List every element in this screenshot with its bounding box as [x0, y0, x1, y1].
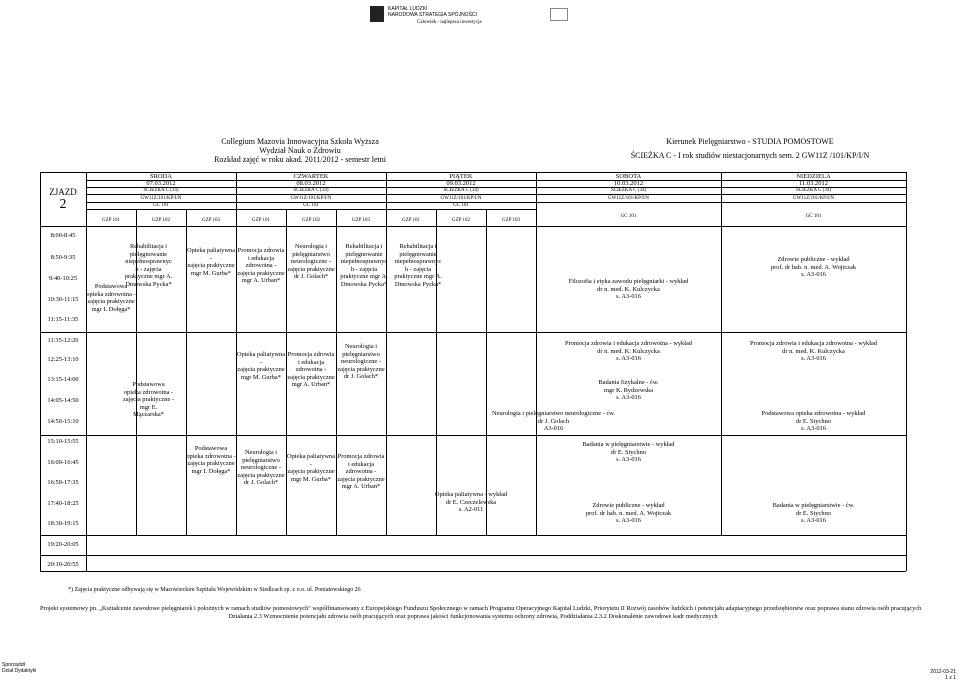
class-cell: Opieka paliatywna - zajęcia praktyczne mgr M. Gurba*	[236, 351, 286, 381]
faculty-name: Wydział Nauk o Zdrowiu	[259, 146, 341, 155]
gzp-label: GZP 102	[451, 218, 470, 223]
day-group: GW11Z/101/KP/I/N	[793, 196, 834, 201]
day-path: ŚCIEŻKA C (34)	[611, 188, 646, 193]
day-date: 07.03.2012	[146, 180, 176, 187]
time-slot: 19:20-20:05	[47, 541, 79, 548]
day-date: 08.03.2012	[296, 180, 326, 187]
plan-title: Rozkład zajęć w roku akad. 2011/2012 - semestr letni	[214, 155, 386, 164]
day-gc: GC 101	[620, 214, 637, 219]
day-group: GW11Z/101/KP/I/N	[140, 196, 182, 201]
day-gc: GC 101	[303, 203, 319, 208]
class-cell: Promocja zdrowia i edukacja zdrowotna - wykład dr n. med. K. Kulczycka s. A3-016	[749, 340, 878, 363]
class-cell: Podstawowa opieka zdrowotna - zajęcia praktyczne - mgr E. Mączarska*	[122, 381, 175, 419]
footer-right: 2012-03-21 1 z 1	[930, 669, 956, 681]
day-date: 10.03.2012	[613, 180, 644, 187]
class-cell: Neurologia i pielęgniarstwo neurologiczne - zajęcia praktyczne dr J. Golach*	[287, 243, 335, 281]
day-path: ŚCIEŻKA C (34)	[143, 188, 179, 193]
time-slot: 11:35-12:20	[47, 337, 79, 344]
project-text: Projekt systemowy pn. „Kształcenie zawodowe pielęgniarek i położnych w ramach studiów pomostowych" współfinansowany z Europejskiego Funduszu Społecznego w ramach Programu Operacyjnego Kapitał Ludzki, Priorytetu II Rozwój zasobów ludzkich i potencjału adaptacyjnego przedsiębiorstw oraz poprawa stanu zdrowia osób pracujących	[40, 605, 922, 612]
day-path: ŚCIEŻKA C (34)	[443, 188, 479, 193]
gzp-label: GZP 102	[301, 218, 320, 223]
class-cell: Rehabilitacja i pielęgnowanie niepełnosprawnyc h - zajęcia praktyczne mgr A. Dmowska Pycka*	[124, 243, 173, 288]
time-slot: 14:05-14:50	[47, 397, 79, 404]
class-cell: Podstawowa opieka zdrowotna - wykład dr E. Stychno s. A3-016	[761, 410, 866, 433]
day-name: PIĄTEK	[449, 173, 473, 180]
time-slot: 14:50-15:10	[47, 418, 79, 425]
day-name: NIEDZIELA	[796, 173, 831, 180]
gzp-label: GZP 103	[201, 218, 220, 223]
direction: Kierunek Pielęgniarstwo - STUDIA POMOSTOWE	[666, 137, 834, 146]
class-cell: Rehabilitacja i pielęgnowanie niepełnosprawnyc h - zajęcia praktyczne mgr A. Dmowska Pycka*	[394, 243, 442, 288]
class-cell: Zdrowie publiczne - wykład prof. dr hab. n. med. A. Wojtczak s. A3-016	[770, 256, 857, 279]
class-cell: Badania fizykalne - ćw. mgr K. Rydzewska s. A3-016	[598, 379, 659, 402]
gzp-label: GZP 103	[351, 218, 370, 223]
gzp-label: GZP 101	[101, 218, 120, 223]
eu-flag-icon	[550, 8, 568, 21]
kapital-ludzki-logo-text: KAPITAŁ LUDZKI NARODOWA STRATEGIA SPÓJNOŚCI	[388, 6, 477, 18]
class-cell: Promocja zdrowia i edukacja zdrowotna - zajęcia praktyczne mgr A. Urban*	[287, 351, 335, 389]
class-cell: Podstawowa opieka zdrowotna - zajęcia praktyczne mgr I. Dołęga*	[186, 445, 236, 475]
day-group: GW11Z/101/KP/I/N	[608, 196, 649, 201]
day-gc: GC 101	[153, 203, 169, 208]
path-info: ŚCIEŻKA C - I rok studiów niestacjonarnych sem. 2 GW11Z /101/KP/I/N	[630, 151, 870, 160]
class-cell: Neurologia i pielęgniarstwo neurologiczne - zajęcia praktyczne dr J. Golach*	[237, 449, 285, 487]
kapital-ludzki-logo-icon	[370, 6, 384, 22]
time-slot: 9:40-10:25	[48, 275, 78, 282]
day-group: GW11Z/101/KP/I/N	[290, 196, 332, 201]
time-slot: 10:30-11:15	[47, 296, 79, 303]
day-date: 09.03.2012	[446, 180, 476, 187]
zjazd-label: ZJAZD	[49, 187, 77, 197]
day-name: ŚRODA	[149, 173, 173, 180]
class-cell: Promocja zdrowia i edukacja zdrowotna - wykład dr n. med. K. Kulczycka s. A3-016	[564, 340, 693, 363]
time-slot: 13:15-14:00	[47, 376, 79, 383]
footer-left: Sporządził Dział Dydaktyki	[2, 662, 37, 674]
eu-tagline: Człowiek - najlepsza inwestycja	[417, 20, 482, 25]
class-cell: Promocja zdrowia i edukacja zdrowotna - zajęcia praktyczne mgr A. Urban*	[237, 247, 285, 285]
zjazd-number: 2	[59, 197, 67, 212]
time-slot: 16:00-16:45	[47, 459, 79, 466]
time-slot: 8:00-8:45	[50, 232, 76, 239]
footnote: *) Zajęcia praktyczne odbywają się w Mazowieckim Szpitalu Wojewódzkim w Siedlcach sp. z o.o. ul. Poniatowskiego 26	[68, 587, 361, 593]
class-cell: Opieka paliatywna - zajęcia praktyczne mgr M. Gurba*	[286, 453, 336, 483]
time-slot: 20:10-20:55	[47, 561, 79, 568]
time-slot: 15:10-15:55	[47, 438, 79, 445]
day-group: GW11Z/101/KP/I/N	[440, 196, 482, 201]
class-cell: Rehabilitacja i pielęgnowanie niepełnosprawnyc h - zajęcia praktyczne mgr A. Dmowska Pycka*	[340, 243, 388, 288]
class-cell: Podstawowa opieka zdrowotna - zajęcia praktyczne mgr I. Dołęga*	[86, 283, 136, 313]
time-slot: 18:30-19:15	[47, 520, 79, 527]
day-gc: GC 101	[453, 203, 469, 208]
day-name: CZWARTEK	[293, 173, 329, 180]
gzp-label: GZP 103	[501, 218, 520, 223]
day-name: SOBOTA	[615, 173, 642, 180]
day-gc: GC 101	[805, 214, 822, 219]
class-cell: Badania w pielęgniarstwie - ćw. dr E. Stychno s. A3-016	[772, 502, 855, 525]
class-cell: Opieka paliatywna - wykład dr E. Czeczelewska s. A2-011	[434, 491, 508, 514]
day-path: ŚCIEŻKA C (34)	[293, 188, 329, 193]
class-cell: Promocja zdrowia i edukacja zdrowotna - zajęcia praktyczne mgr A. Urban*	[337, 453, 385, 491]
time-slot: 8:50-9:35	[50, 254, 76, 261]
gzp-label: GZP 101	[251, 218, 270, 223]
time-slot: 17:40-18:25	[47, 500, 79, 507]
class-cell: Filozofia i etyka zawodu pielęgniarki - wykład dr n. med. K. Kulczycka s. A3-016	[568, 278, 689, 301]
class-cell: Badania w pielęgniarstwie - wykład dr E. Stychno s. A3-016	[582, 441, 675, 464]
class-cell: Neurologia i pielęgniarstwo neurologiczne - ćw. dr J. Golach A3-016	[491, 410, 616, 433]
day-path: ŚCIEŻKA C (34)	[796, 188, 831, 193]
time-slot: 16:50-17:35	[47, 479, 79, 486]
class-cell: Zdrowie publiczne - wykład prof. dr hab. n. med. A. Wojtczak s. A3-016	[585, 502, 672, 525]
project-text-2: Działania 2.3 Wzmocnienie potencjału zdrowia osób pracujących oraz poprawa jakości funkcjonowania systemu ochrony zdrowia, Poddziałania 2.3.2 Doskonalenie zawodowe kadr medycznych	[228, 613, 718, 620]
gzp-label: GZP 101	[401, 218, 420, 223]
class-cell: Neurologia i pielęgniarstwo neurologiczne - zajęcia praktyczne dr J. Golach*	[337, 343, 385, 381]
time-slot: 11:15-11:35	[47, 316, 79, 323]
school-name: Collegium Mazovia Innowacyjna Szkoła Wyższa	[221, 137, 379, 146]
day-date: 11.03.2012	[798, 180, 828, 187]
gzp-label: GZP 102	[151, 218, 170, 223]
class-cell: Opieka paliatywna - zajęcia praktyczne mgr M. Gurba*	[186, 247, 236, 277]
time-slot: 12:25-13:10	[47, 356, 79, 363]
